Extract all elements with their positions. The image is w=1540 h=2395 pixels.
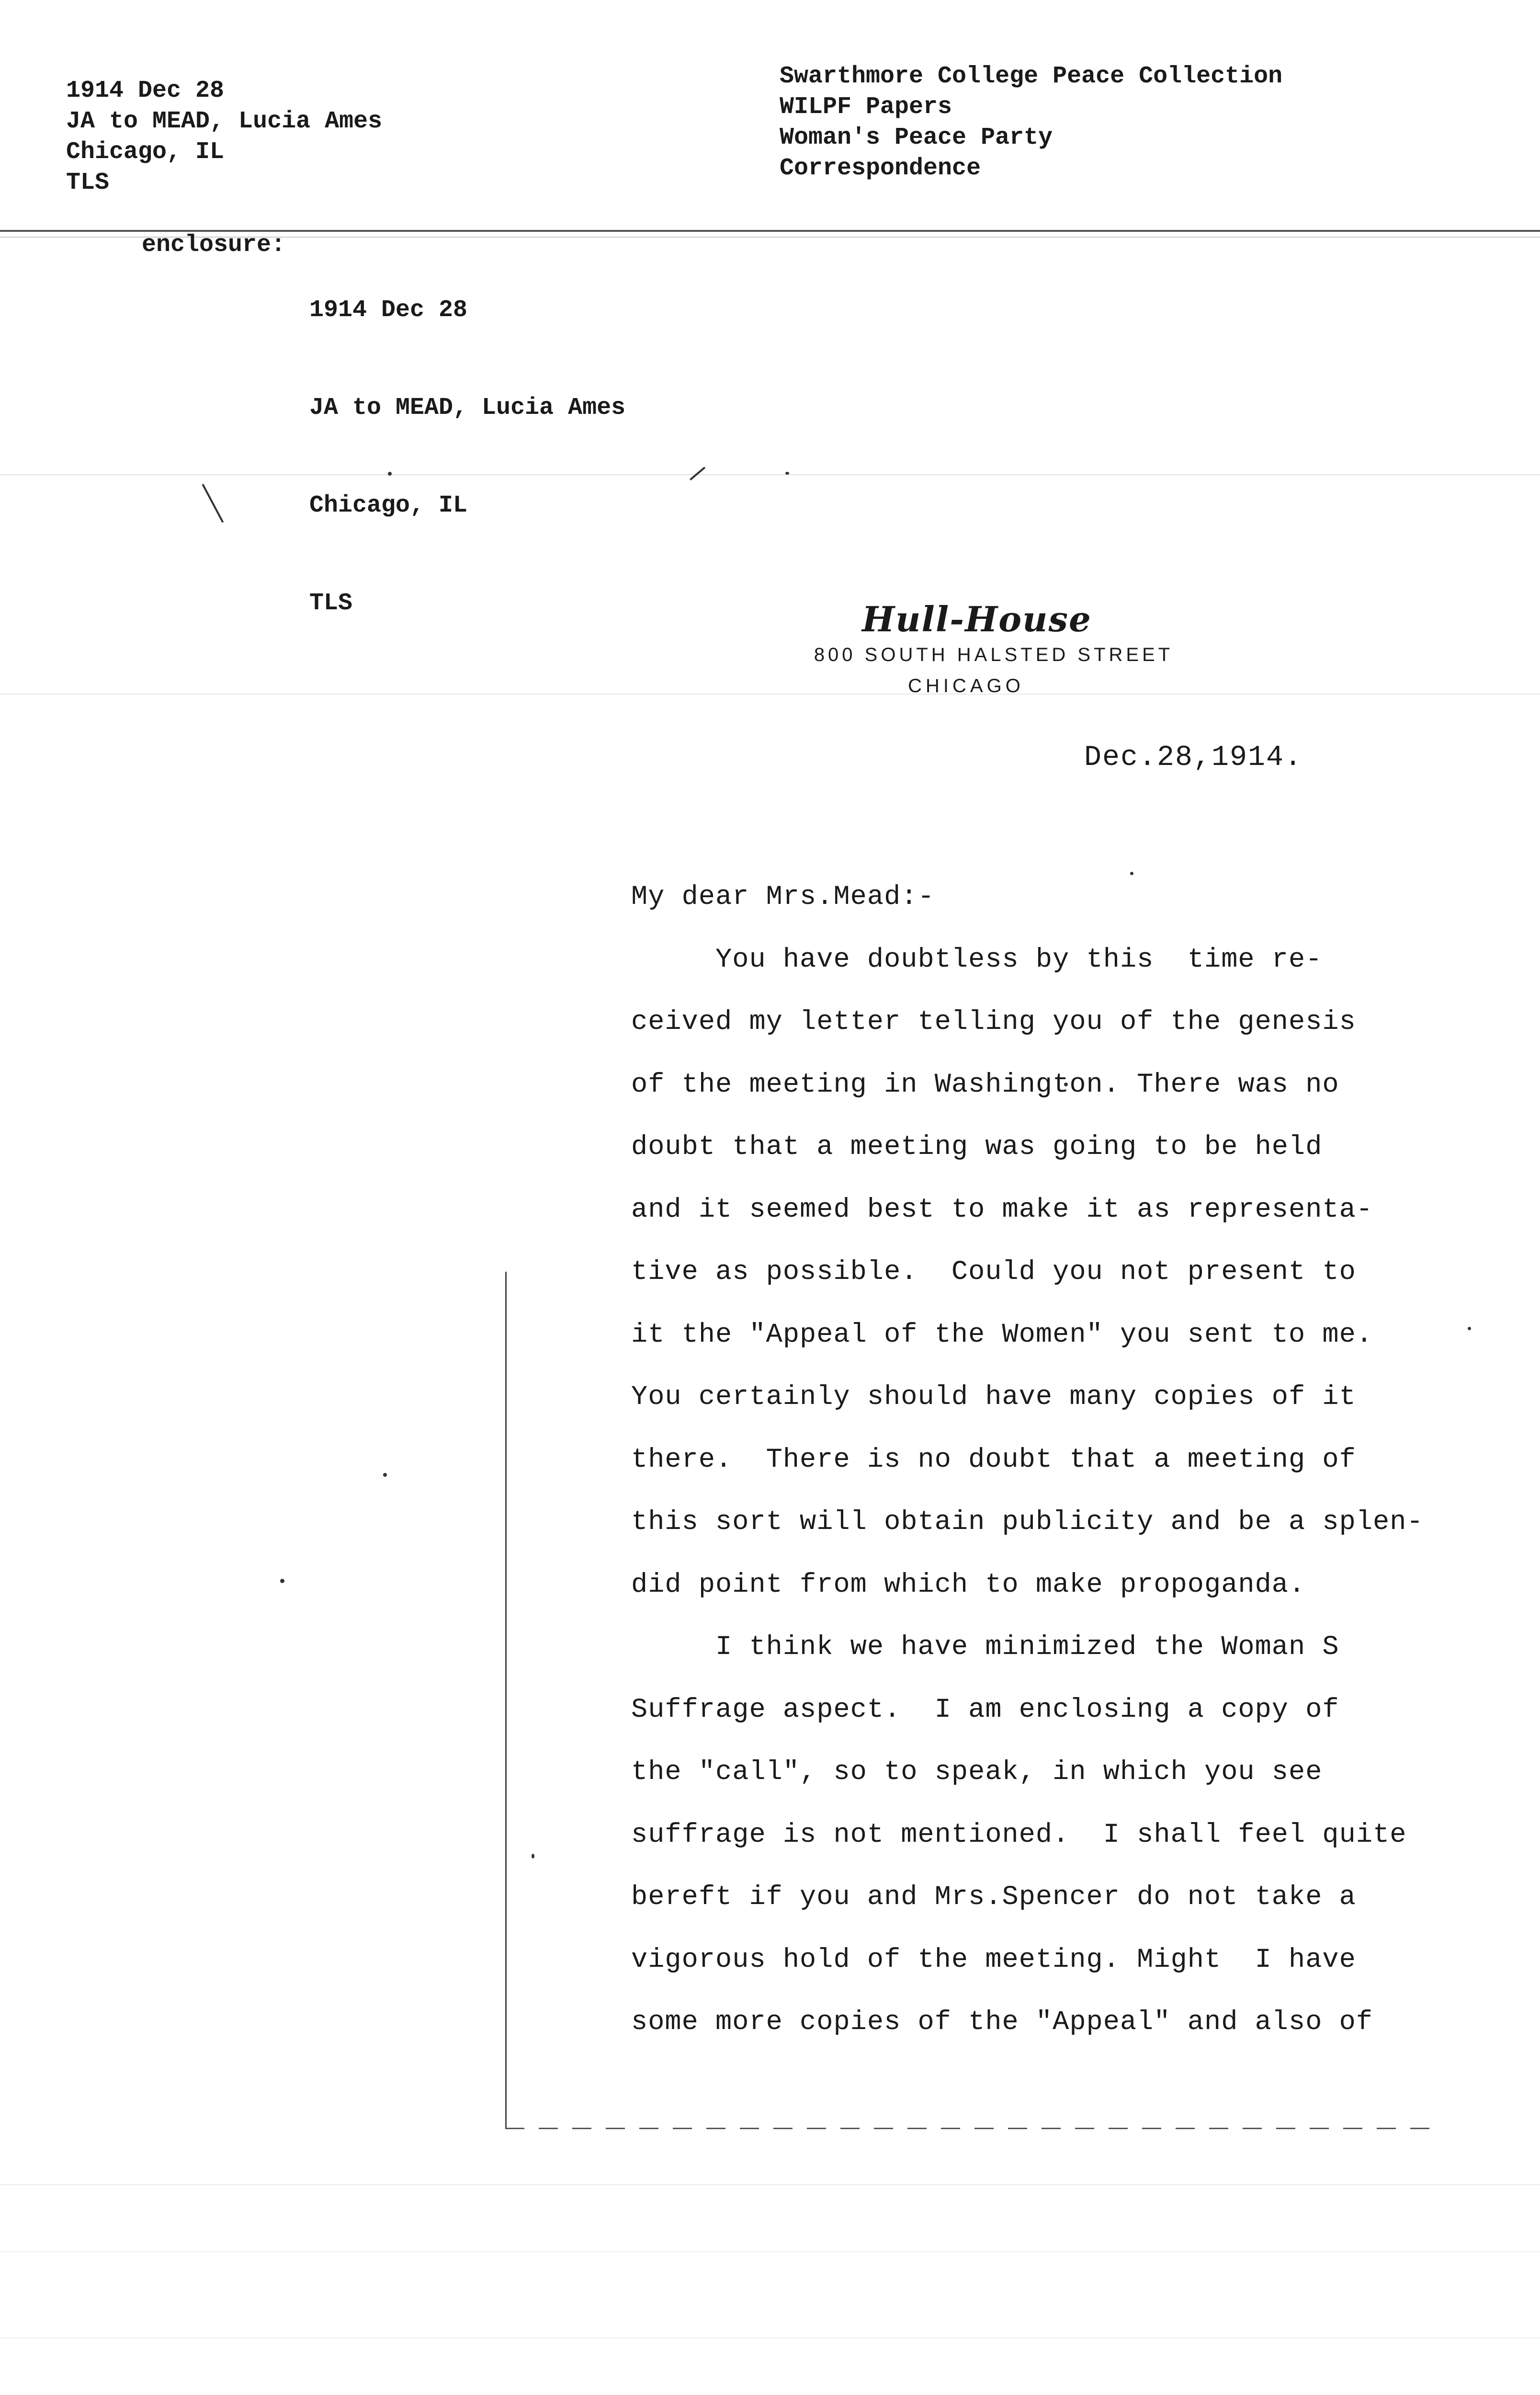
scan-line (0, 2184, 1540, 2185)
letter-line: You certainly should have many copies of it (631, 1382, 1356, 1413)
catalog-card-left (66, 76, 382, 198)
catalog-card-right (780, 61, 1282, 184)
letterhead-name: Hull-House (862, 599, 1092, 639)
letter-line: Suffrage aspect. I am enclosing a copy of (631, 1694, 1339, 1725)
letter-line: it the "Appeal of the Women" you sent to me. (631, 1319, 1373, 1350)
letter-line: I think we have minimized the Woman S (631, 1632, 1339, 1663)
letter-line: You have doubtless by this time re- (631, 944, 1323, 975)
margin-rule-vertical (505, 1272, 507, 2129)
letter-line: suffrage is not mentioned. I shall feel quite (631, 1819, 1407, 1850)
enclosure-place: Chicago, IL (309, 492, 468, 519)
letter-body (631, 866, 1493, 2054)
enclosure-label: enclosure: (142, 231, 286, 259)
speck (280, 1579, 284, 1583)
letter-line: did point from which to make propoganda. (631, 1569, 1306, 1600)
letter-line: bereft if you and Mrs.Spencer do not take a (631, 1882, 1356, 1913)
margin-rule-bottom (505, 2128, 1444, 2129)
letter-date: Dec.28,1914. (1084, 741, 1303, 774)
enclosure-correspondents: JA to MEAD, Lucia Ames (309, 394, 626, 422)
card-subseries: Correspondence (780, 155, 981, 182)
stray-mark (690, 467, 705, 480)
scan-line (0, 2251, 1540, 2252)
card-place: Chicago, IL (66, 138, 225, 166)
speck (785, 472, 789, 475)
letterhead-city: CHICAGO (908, 675, 1024, 696)
letter-line: this sort will obtain publicity and be a splen- (631, 1507, 1424, 1538)
letterhead-street: 800 SOUTH HALSTED STREET (814, 644, 1174, 665)
card-correspondents: JA to MEAD, Lucia Ames (66, 108, 383, 135)
card-collection: Swarthmore College Peace Collection (780, 63, 1283, 90)
letterhead (766, 599, 1245, 697)
letter-line: some more copies of the "Appeal" and also of (631, 2007, 1373, 2038)
letter-line: ceived my letter telling you of the genesis (631, 1007, 1356, 1038)
letter-line: and it seemed best to make it as representa- (631, 1194, 1373, 1225)
letter-line: of the meeting in Washington. There was no (631, 1069, 1339, 1100)
letter-line: there. There is no doubt that a meeting of (631, 1444, 1356, 1475)
card-type: TLS (66, 169, 110, 196)
enclosure-type: TLS (309, 590, 353, 617)
card-series: Woman's Peace Party (780, 124, 1053, 151)
speck (388, 472, 392, 476)
enclosure-date: 1914 Dec 28 (309, 297, 468, 324)
enclosure-block (142, 229, 625, 685)
card-papers: WILPF Papers (780, 93, 952, 121)
salutation: My dear Mrs.Mead:- (631, 882, 935, 912)
speck (383, 1473, 387, 1477)
scan-edge-line (0, 474, 1540, 475)
card-date: 1914 Dec 28 (66, 77, 225, 104)
letter-line: the "call", so to speak, in which you see (631, 1757, 1323, 1788)
letter-line: vigorous hold of the meeting. Might I have (631, 1944, 1356, 1975)
letter-line: doubt that a meeting was going to be held (631, 1132, 1323, 1163)
letter-line: tive as possible. Could you not present to (631, 1257, 1356, 1288)
speck (532, 1854, 534, 1859)
